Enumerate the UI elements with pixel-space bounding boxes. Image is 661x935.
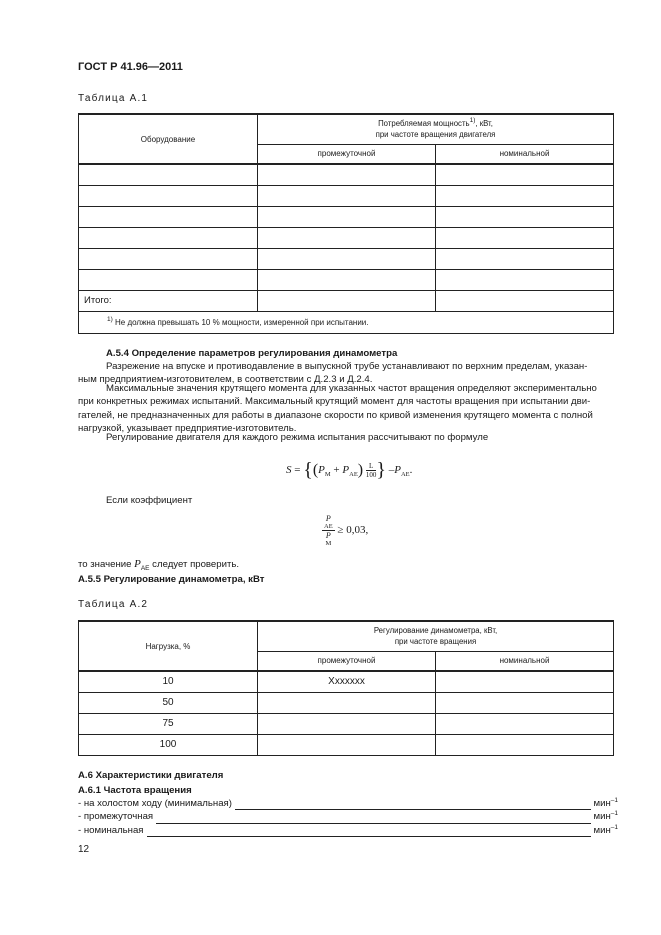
table2-nominal-cell — [436, 734, 614, 755]
fill-line[interactable] — [235, 799, 591, 810]
table2-header-intermediate: промежуточной — [258, 651, 436, 671]
section-a54-paragraph-3: Регулирование двигателя для каждого режима испытания рассчитывают по формуле — [106, 432, 489, 443]
table1-caption: Таблица А.1 — [78, 93, 149, 104]
table2-intermediate-cell — [258, 734, 436, 755]
table2-load-cell: 100 — [79, 734, 258, 755]
table2-intermediate-cell: Ххххххх — [258, 671, 436, 692]
table-row — [79, 713, 614, 734]
table1-header-nominal: номинальной — [436, 144, 614, 164]
table1-cell — [79, 227, 258, 248]
table1-header-power: Потребляемая мощность$^{1)}$, кВт, при частоте вращения двигателя — [258, 114, 614, 144]
table1-cell — [436, 185, 614, 206]
section-a54-paragraph-4: Если коэффициент — [106, 495, 193, 506]
table2-nominal-cell — [436, 692, 614, 713]
section-a54-paragraph-1: Разрежение на впуске и противодавление в выпускной трубе устанавливают по верхним пределам, указан- ным предприятием-изготовителем, в соответствии с Д.2.3 и Д.2.4. — [78, 361, 588, 386]
table2-intermediate-cell — [258, 713, 436, 734]
formula-s: $S = \{(P_M + P_{AE})$ $\frac{L}{100}$ } $-P_{AE}$. — [286, 459, 413, 481]
table1-cell — [436, 269, 614, 290]
document-header: ГОСТ Р 41.96—2011 — [78, 61, 183, 73]
table1-cell — [79, 164, 258, 185]
table1-header-intermediate: промежуточной — [258, 144, 436, 164]
table2-load-cell: 75 — [79, 713, 258, 734]
table1-cell — [258, 185, 436, 206]
table1-cell — [436, 164, 614, 185]
section-a54-paragraph-5: то значение $P_{AE}$ следует проверить. — [78, 558, 240, 572]
list-item: - на холостом ходу (минимальная) мин$^{-1}$ — [78, 797, 618, 809]
list-item: - промежуточная мин$^{-1}$ — [78, 810, 618, 823]
section-a61-title: А.6.1 Частота вращения — [78, 785, 192, 796]
table1-header-equipment: Оборудование — [79, 114, 258, 164]
table1-cell — [436, 290, 614, 311]
table1-cell — [258, 290, 436, 311]
page-number: 12 — [78, 844, 90, 855]
section-a54-title: А.5.4 Определение параметров регулирования динамометра — [106, 348, 398, 359]
table2-nominal-cell — [436, 671, 614, 692]
table1 — [78, 113, 614, 334]
table1-cell — [258, 206, 436, 227]
table2-header-nominal: номинальной — [436, 651, 614, 671]
table1-cell — [436, 227, 614, 248]
table1-cell — [258, 248, 436, 269]
speed-list — [78, 797, 618, 837]
table2-nominal-cell — [436, 713, 614, 734]
table-row — [79, 692, 614, 713]
table-row — [79, 734, 614, 755]
table2-header-load: Нагрузка, % — [79, 621, 258, 671]
table2-header-regulation: Регулирование динамометра, кВт, при частоте вращения — [258, 621, 614, 651]
section-a54-paragraph-2: Максимальные значения крутящего момента для указанных частот вращения определяют экспериментально при конкретных режимах испытаний. Максимальный крутящий момент для частоты вращения при испытании дви- гателей, не предназначенных для работы в диапазоне скорости по кривой изменения крутящего момента с полной нагрузкой, указывает предприятие-изготовитель. — [78, 383, 597, 435]
table1-cell — [436, 248, 614, 269]
table2-load-cell: 50 — [79, 692, 258, 713]
table1-total-label: Итого: — [79, 290, 258, 311]
table2-intermediate-cell — [258, 692, 436, 713]
table1-cell — [79, 206, 258, 227]
table1-cell — [79, 185, 258, 206]
fill-line[interactable] — [156, 813, 590, 824]
table1-cell — [258, 269, 436, 290]
table1-cell — [258, 227, 436, 248]
table1-cell — [436, 206, 614, 227]
section-a6-title: А.6 Характеристики двигателя — [78, 770, 224, 781]
table2-load-cell: 10 — [79, 671, 258, 692]
section-a55-title: А.5.5 Регулирование динамометра, кВт — [78, 574, 265, 585]
table1-cell — [79, 248, 258, 269]
table1-footnote: $^{1)}$ Не должна превышать 10 % мощности, измеренной при испытании. — [79, 311, 614, 333]
table1-cell — [79, 269, 258, 290]
fill-line[interactable] — [147, 826, 591, 837]
table-row — [79, 671, 614, 692]
formula-ratio: P AE P M ≥ 0,03, — [324, 514, 369, 547]
list-item: - номинальная мин$^{-1}$ — [78, 823, 618, 836]
table2 — [78, 620, 614, 756]
table1-cell — [258, 164, 436, 185]
table2-caption: Таблица А.2 — [78, 599, 149, 610]
